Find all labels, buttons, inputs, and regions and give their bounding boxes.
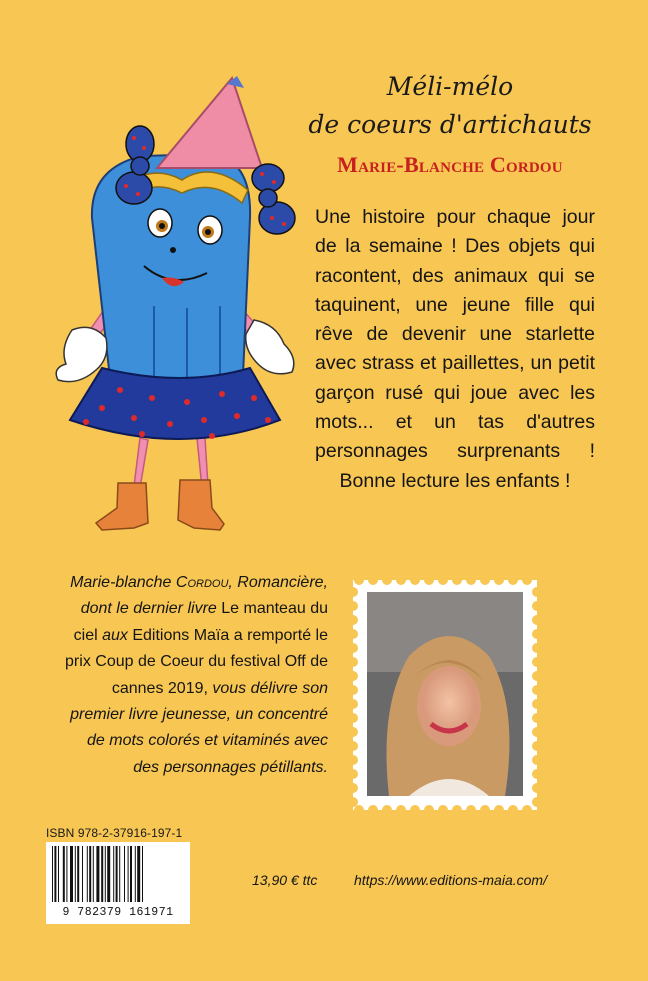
polka-dot-skirt: [70, 368, 280, 439]
price: 13,90 € ttc: [252, 872, 318, 888]
author-photo: [367, 592, 523, 796]
right-boot: [178, 480, 224, 530]
author-bio: [60, 570, 328, 781]
right-glove: [246, 320, 294, 374]
publisher-website-link[interactable]: https://www.editions-maia.com/: [354, 872, 547, 888]
bio-role: Romancière, dont le dernier livre: [80, 574, 328, 618]
bio-name-first: Marie-blanche: [70, 574, 176, 591]
barcode-bars: [46, 842, 190, 904]
bio-rest: vous délivre son premier livre jeunesse, un concentré de mots colorés et vitaminés avec des personnages pétillants.: [70, 679, 328, 776]
isbn-label: ISBN 978-2-37916-197-1: [46, 826, 183, 840]
author-name: Marie-Blanche Cordou: [337, 152, 563, 177]
book-title-line-1: Méli-mélo: [386, 72, 514, 101]
pink-hat: [157, 78, 262, 168]
author-photo-stamp: [349, 576, 541, 814]
book-title-line-2: de coeurs d'artichauts: [308, 110, 592, 139]
bio-aux: aux: [102, 626, 128, 644]
book-blurb: Une histoire pour chaque jour de la semaine ! Des objets qui racontent, des animaux qui se taquinent, une jeune fille qui rêve de devenir une starlette avec strass et paillettes, un petit garçon rusé qui joue avec les mots... et un tas d'autres personnages surprenants ! Bonne lecture les enfants !: [315, 206, 595, 492]
barcode-digits: 9 782379 161971: [62, 906, 174, 919]
right-bow: [252, 164, 295, 234]
left-boot: [96, 483, 148, 530]
bio-book-title: Le manteau du ciel: [73, 600, 328, 644]
pencil-character-illustration: [22, 68, 322, 548]
bio-publisher-prize: Editions Maïa a remporté le prix Coup de Coeur du festival Off de cannes 2019,: [65, 626, 328, 697]
bio-name-last: Cordou,: [175, 574, 233, 591]
left-leg: [134, 438, 148, 488]
